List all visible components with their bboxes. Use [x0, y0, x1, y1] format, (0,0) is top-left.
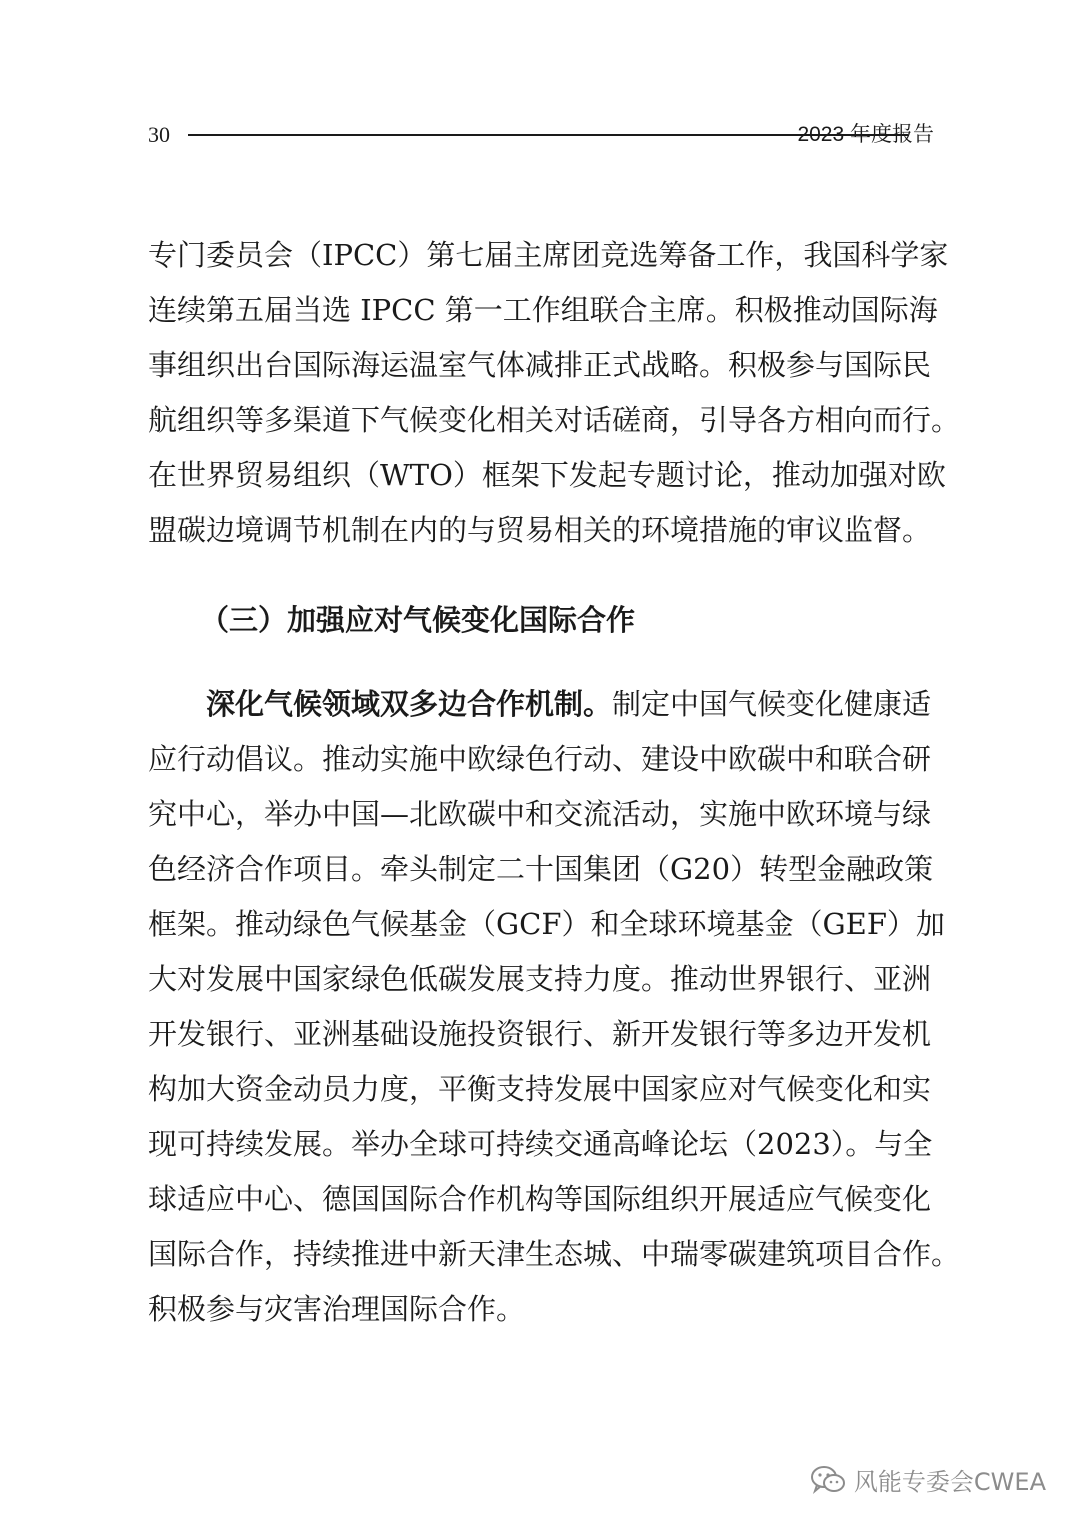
text-line: 事组织出台国际海运温室气体减排正式战略。积极参与国际民 [148, 348, 932, 382]
text-line: 色经济合作项目。牵头制定二十国集团（G20）转型金融政策 [148, 852, 934, 886]
text-line: 现可持续发展。举办全球可持续交通高峰论坛（2023）。与全 [148, 1127, 933, 1161]
watermark [810, 1462, 1046, 1497]
report-title: 2023 年度报告 [797, 123, 934, 146]
section-heading: （三）加强应对气候变化国际合作 [200, 603, 636, 637]
watermark-text: 风能专委会CWEA [853, 1468, 1046, 1496]
text-line: 应行动倡议。推动实施中欧绿色行动、建设中欧碳中和联合研 [148, 742, 932, 776]
paragraph-continuation [148, 228, 961, 558]
text-line: 专门委员会（IPCC）第七届主席团竞选筹备工作，我国科学家 [148, 238, 949, 272]
text-line: 在世界贸易组织（WTO）框架下发起专题讨论，推动加强对欧 [148, 458, 946, 492]
text-line: 盟碳边境调节机制在内的与贸易相关的环境措施的审议监督。 [148, 513, 932, 547]
paragraph-lead: 深化气候领域双多边合作机制。 [206, 687, 613, 721]
text-line: 究中心，举办中国—北欧碳中和交流活动，实施中欧环境与绿 [148, 797, 932, 831]
text-line: 球适应中心、德国国际合作机构等国际组织开展适应气候变化 [148, 1182, 932, 1216]
page-number: 30 [148, 122, 170, 147]
text-line: 构加大资金动员力度，平衡支持发展中国家应对气候变化和实 [148, 1072, 932, 1106]
text-line: 航组织等多渠道下气候变化相关对话磋商，引导各方相向而行。 [148, 403, 961, 437]
paragraph-cooperation [148, 677, 961, 1337]
text-line: 开发银行、亚洲基础设施投资银行、新开发银行等多边开发机 [148, 1017, 932, 1051]
text-line: 连续第五届当选 IPCC 第一工作组联合主席。积极推动国际海 [148, 293, 938, 327]
page-header [148, 118, 934, 152]
text-line-first [148, 677, 934, 732]
text-line: 积极参与灾害治理国际合作。 [148, 1292, 526, 1326]
text-line: 国际合作，持续推进中新天津生态城、中瑞零碳建筑项目合作。 [148, 1237, 961, 1271]
wechat-icon [810, 1465, 846, 1495]
paragraph-first-line-rest: 制定中国气候变化健康适 [612, 687, 932, 721]
text-line: 框架。推动绿色气候基金（GCF）和全球环境基金（GEF）加 [148, 907, 945, 941]
text-line: 大对发展中国家绿色低碳发展支持力度。推动世界银行、亚洲 [148, 962, 932, 996]
